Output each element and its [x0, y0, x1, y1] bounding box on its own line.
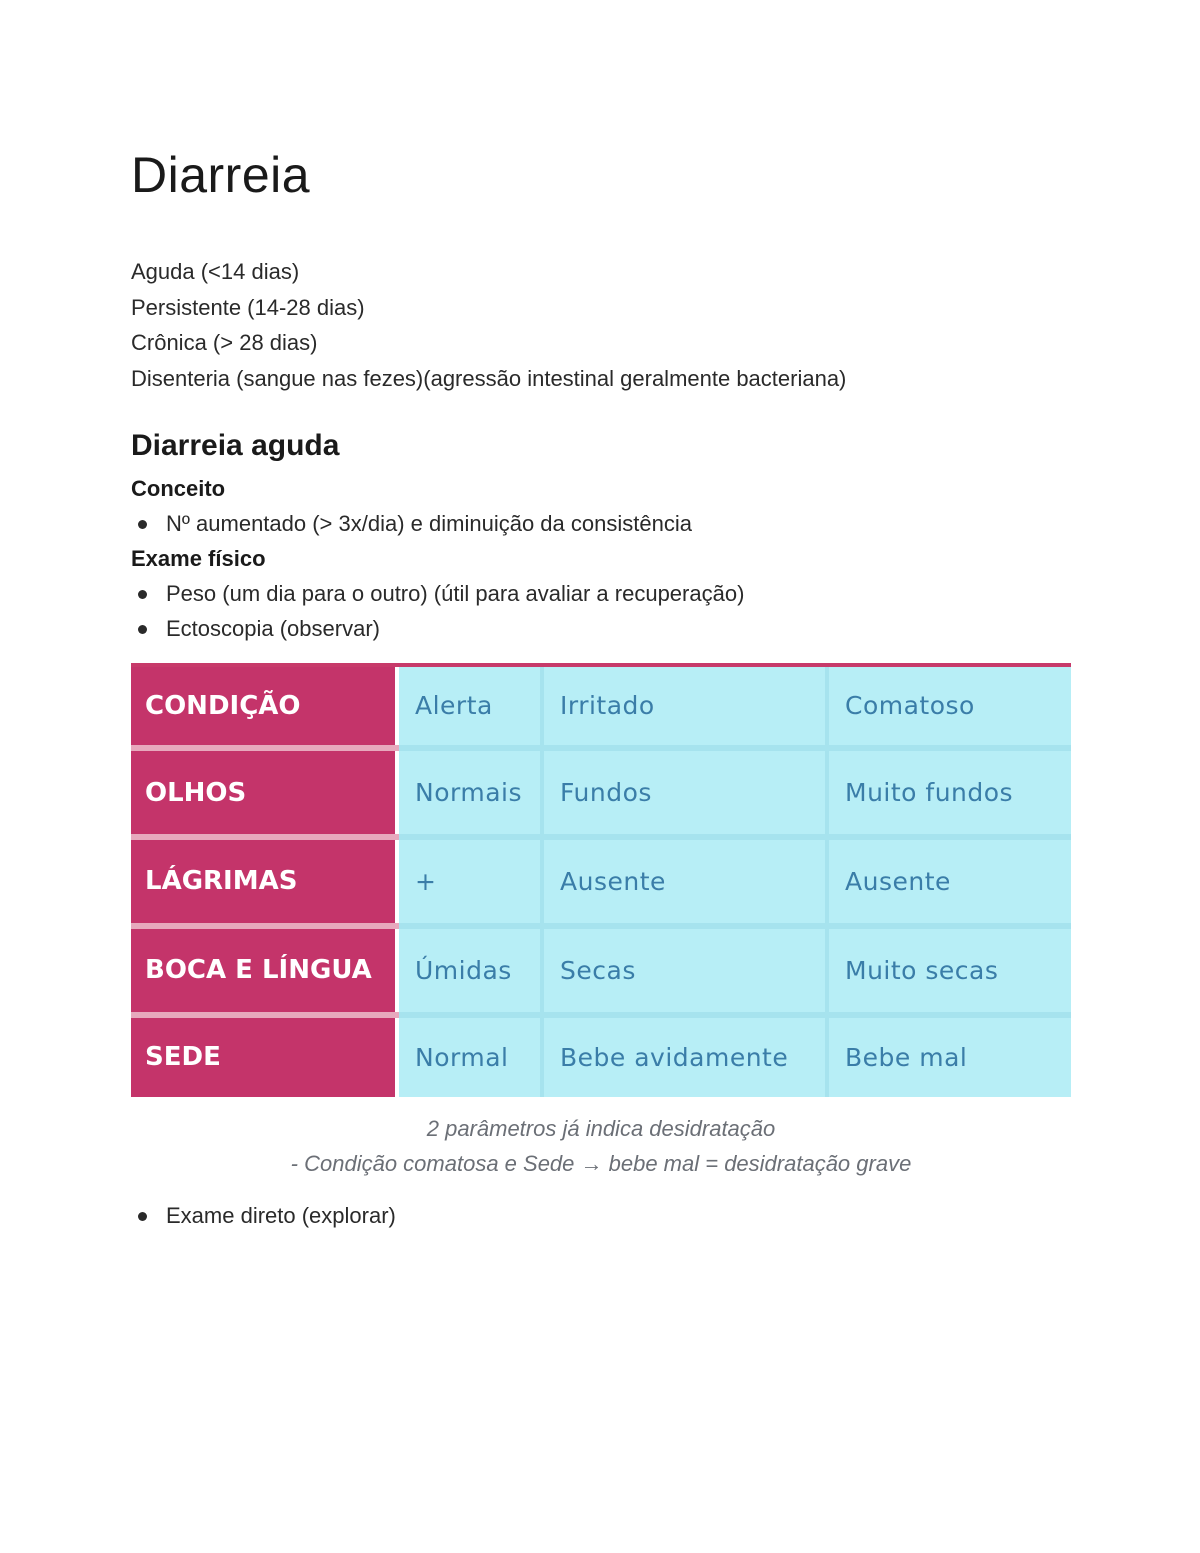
- table-cell: Normal: [397, 1015, 542, 1097]
- table-cell: Fundos: [542, 748, 827, 837]
- final-list: [131, 1198, 1071, 1234]
- dehydration-table: [131, 667, 1071, 1097]
- table-cell: Bebe mal: [845, 1042, 968, 1072]
- table-row: [131, 667, 1071, 749]
- intro-line: Persistente (14-28 dias): [131, 294, 365, 320]
- list-item-text: Nº aumentado (> 3x/dia) e diminuição da consistência: [166, 511, 692, 536]
- table-cell: Alerta: [397, 667, 542, 749]
- table-row: [131, 926, 1071, 1015]
- dehydration-table-image: [131, 663, 1071, 1097]
- exame-label: Exame físico: [131, 545, 266, 571]
- table-cell: Bebe avidamente: [542, 1015, 827, 1097]
- table-cell: Ausente: [542, 837, 827, 926]
- intro-list: [131, 254, 1071, 396]
- bullet-icon: [138, 625, 147, 634]
- list-item-text: Exame direto (explorar): [166, 1202, 396, 1228]
- conceito-label: Conceito: [131, 476, 226, 501]
- caption-line: - Condição comatosa e Sede → bebe mal = desidratação grave: [290, 1151, 912, 1176]
- bullet-icon: [138, 1212, 147, 1221]
- table-caption: [131, 1111, 1071, 1182]
- table-row-header: OLHOS: [131, 748, 397, 837]
- table-cell: Irritado: [542, 667, 827, 749]
- document-page: [131, 140, 1071, 1233]
- table-row: [131, 748, 1071, 837]
- table-cell: Normais: [397, 748, 542, 837]
- table-row-header: BOCA E LÍNGUA: [131, 926, 397, 1015]
- bullet-icon: [138, 590, 147, 599]
- table-row: [131, 837, 1071, 926]
- list-item-text: Peso (um dia para o outro) (útil para avaliar a recuperação): [166, 580, 745, 606]
- list-item: [131, 611, 1071, 647]
- caption-line: 2 parâmetros já indica desidratação: [426, 1115, 776, 1141]
- intro-line: Aguda (<14 dias): [131, 259, 300, 284]
- table-row-header: SEDE: [131, 1015, 397, 1097]
- table-cell: Muito fundos: [827, 748, 1071, 837]
- table-cell: Ausente: [827, 837, 1071, 926]
- list-item: [131, 576, 1071, 612]
- table-cell: +: [397, 837, 542, 926]
- table-cell: Secas: [542, 926, 827, 1015]
- table-row-header: LÁGRIMAS: [131, 837, 397, 926]
- bullet-icon: [138, 520, 147, 529]
- table-row-header: CONDIÇÃO: [131, 667, 397, 749]
- list-item: [131, 506, 1071, 542]
- list-item-text: Ectoscopia (observar): [166, 616, 380, 641]
- intro-line: Disenteria (sangue nas fezes)(agressão intestinal geralmente bacteriana): [131, 365, 847, 391]
- conceito-list: [131, 506, 1071, 542]
- page-title: Diarreia: [131, 147, 311, 203]
- table-cell: Comatoso: [827, 667, 1071, 749]
- table-cell: Muito secas: [827, 926, 1071, 1015]
- list-item: [131, 1198, 1071, 1234]
- table-cell: Úmidas: [397, 926, 542, 1015]
- section-heading: Diarreia aguda: [131, 429, 340, 462]
- intro-line: Crônica (> 28 dias): [131, 330, 318, 355]
- table-row: [131, 1015, 1071, 1097]
- exame-list: [131, 576, 1071, 647]
